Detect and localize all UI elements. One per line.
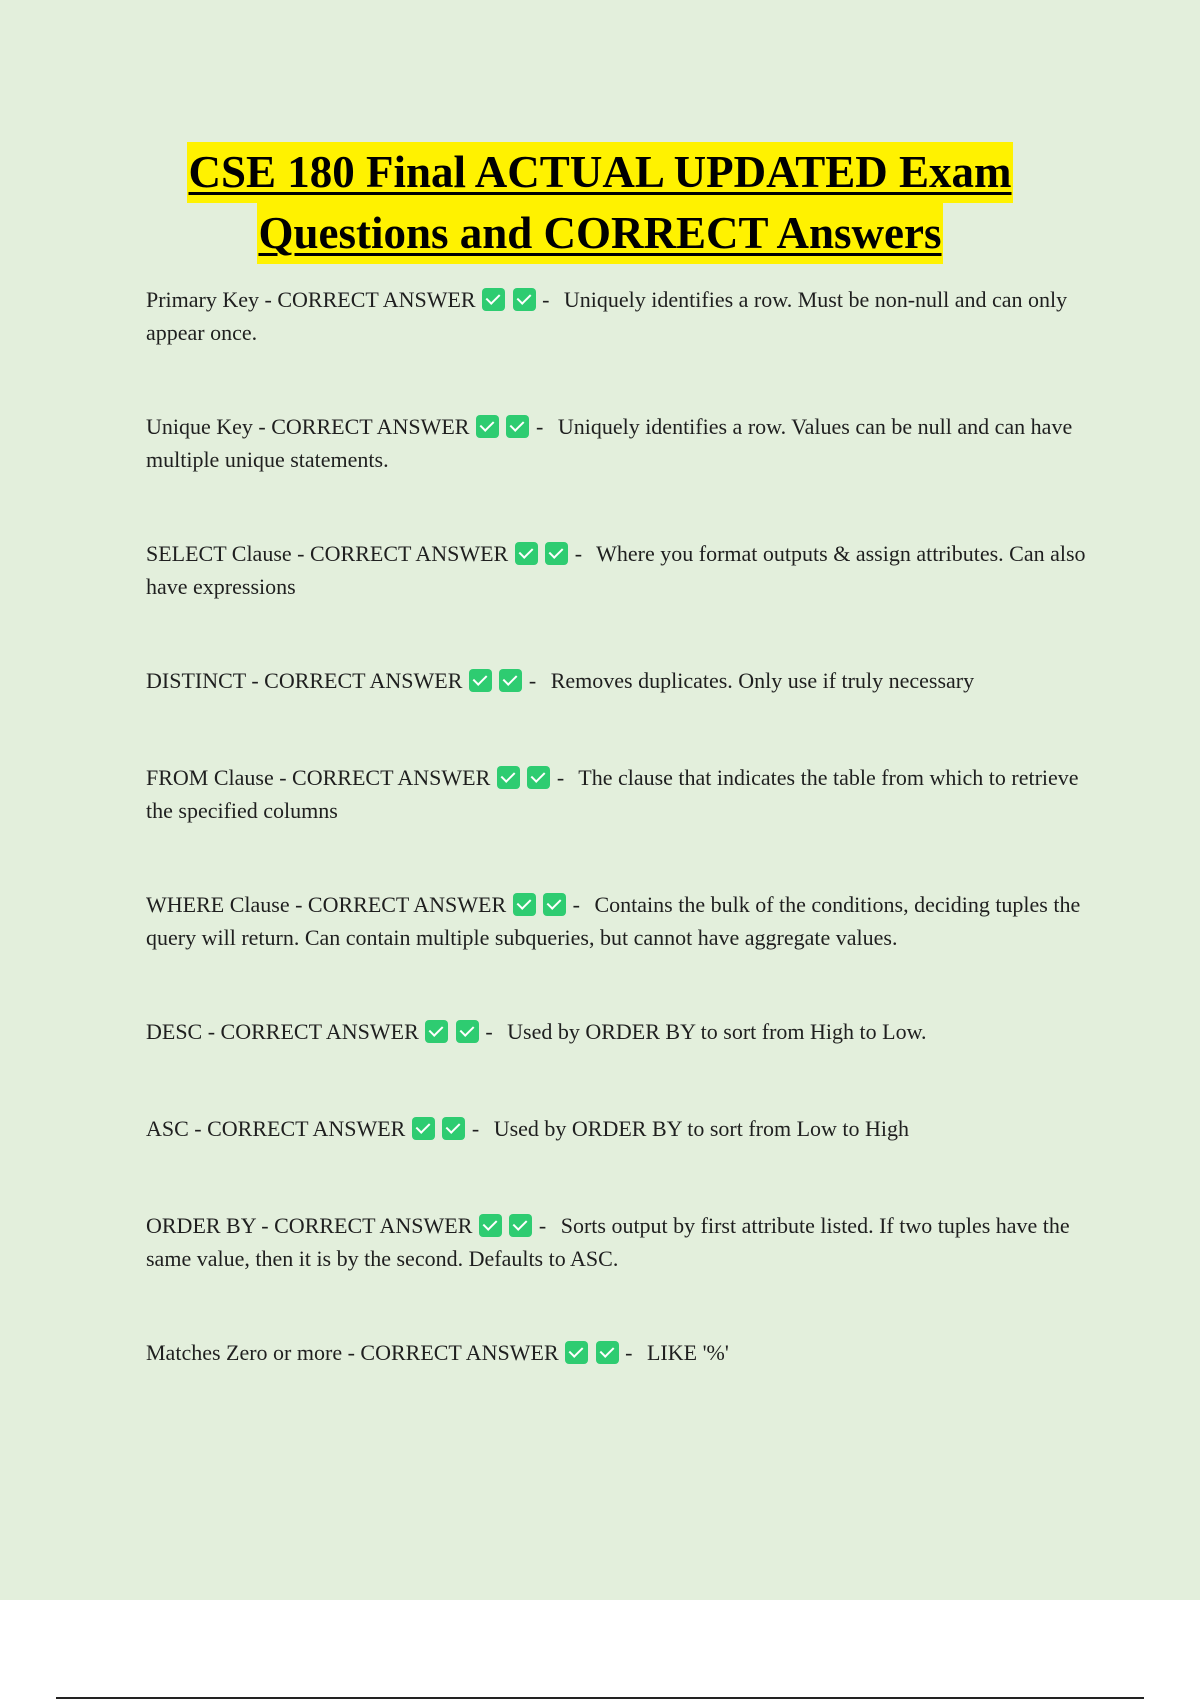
qa-item-from-clause xyxy=(146,761,1086,827)
qa-separator: - xyxy=(538,1213,547,1238)
check-mark-icon xyxy=(527,766,550,789)
qa-separator: - xyxy=(528,668,537,693)
qa-item-distinct xyxy=(146,664,1086,697)
check-mark-icon xyxy=(513,893,536,916)
check-mark-icon xyxy=(509,1214,532,1237)
check-mark-icon xyxy=(476,415,499,438)
qa-term: DESC - CORRECT ANSWER xyxy=(146,1019,419,1044)
check-mark-icon xyxy=(596,1341,619,1364)
qa-answer: Contains the bulk of the conditions, deciding tuples the query will return. Can contain multiple subqueries, but cannot have aggregate values. xyxy=(146,892,1081,950)
check-mark-icon xyxy=(456,1020,479,1043)
qa-separator: - xyxy=(574,541,583,566)
check-mark-icon xyxy=(482,288,505,311)
qa-item-asc xyxy=(146,1112,1086,1145)
check-mark-icon xyxy=(425,1020,448,1043)
check-mark-icon xyxy=(442,1117,465,1140)
qa-answer: Used by ORDER BY to sort from Low to High xyxy=(493,1116,910,1141)
qa-answer: Where you format outputs & assign attributes. Can also have expressions xyxy=(146,541,1086,599)
qa-item-primary-key xyxy=(146,283,1086,349)
qa-answer: Uniquely identifies a row. Values can be null and can have multiple unique statements. xyxy=(146,414,1073,472)
title-line-2: Questions and CORRECT Answers xyxy=(257,203,942,264)
check-mark-icon xyxy=(497,766,520,789)
qa-answer: LIKE '%' xyxy=(646,1340,729,1365)
qa-term: DISTINCT - CORRECT ANSWER xyxy=(146,668,463,693)
qa-item-matches-zero-or-more xyxy=(146,1336,1086,1369)
qa-item-unique-key xyxy=(146,410,1086,476)
check-mark-icon xyxy=(565,1341,588,1364)
qa-item-desc xyxy=(146,1015,1086,1048)
qa-term: ASC - CORRECT ANSWER xyxy=(146,1116,406,1141)
qa-separator: - xyxy=(471,1116,480,1141)
check-mark-icon xyxy=(515,542,538,565)
qa-answer: Sorts output by first attribute listed. If two tuples have the same value, then it is by the second. Defaults to ASC. xyxy=(146,1213,1070,1271)
check-mark-icon xyxy=(513,288,536,311)
check-mark-icon xyxy=(469,669,492,692)
qa-separator: - xyxy=(556,765,565,790)
check-mark-icon xyxy=(545,542,568,565)
qa-term: WHERE Clause - CORRECT ANSWER xyxy=(146,892,507,917)
qa-term: ORDER BY - CORRECT ANSWER xyxy=(146,1213,473,1238)
qa-item-where-clause xyxy=(146,888,1086,954)
qa-separator: - xyxy=(485,1019,493,1044)
document-title xyxy=(0,142,1200,264)
check-mark-icon xyxy=(479,1214,502,1237)
qa-separator: - xyxy=(542,287,550,312)
check-mark-icon xyxy=(499,669,522,692)
qa-term: Matches Zero or more - CORRECT ANSWER xyxy=(146,1340,559,1365)
qa-answer: Used by ORDER BY to sort from High to Low. xyxy=(507,1019,927,1044)
check-mark-icon xyxy=(412,1117,435,1140)
qa-term: Primary Key - CORRECT ANSWER xyxy=(146,287,476,312)
qa-answer: The clause that indicates the table from which to retrieve the specified columns xyxy=(146,765,1079,823)
qa-separator: - xyxy=(535,414,544,439)
qa-answer: Removes duplicates. Only use if truly necessary xyxy=(550,668,975,693)
check-mark-icon xyxy=(506,415,529,438)
qa-term: SELECT Clause - CORRECT ANSWER xyxy=(146,541,509,566)
qa-term: FROM Clause - CORRECT ANSWER xyxy=(146,765,491,790)
qa-term: Unique Key - CORRECT ANSWER xyxy=(146,414,470,439)
qa-separator: - xyxy=(572,892,580,917)
check-mark-icon xyxy=(543,893,566,916)
qa-separator: - xyxy=(625,1340,633,1365)
page-footer-rule xyxy=(56,1697,1144,1699)
qa-item-order-by xyxy=(146,1209,1086,1275)
qa-item-select-clause xyxy=(146,537,1086,603)
qa-answer: Uniquely identifies a row. Must be non-null and can only appear once. xyxy=(146,287,1068,345)
title-line-1: CSE 180 Final ACTUAL UPDATED Exam xyxy=(187,142,1012,203)
